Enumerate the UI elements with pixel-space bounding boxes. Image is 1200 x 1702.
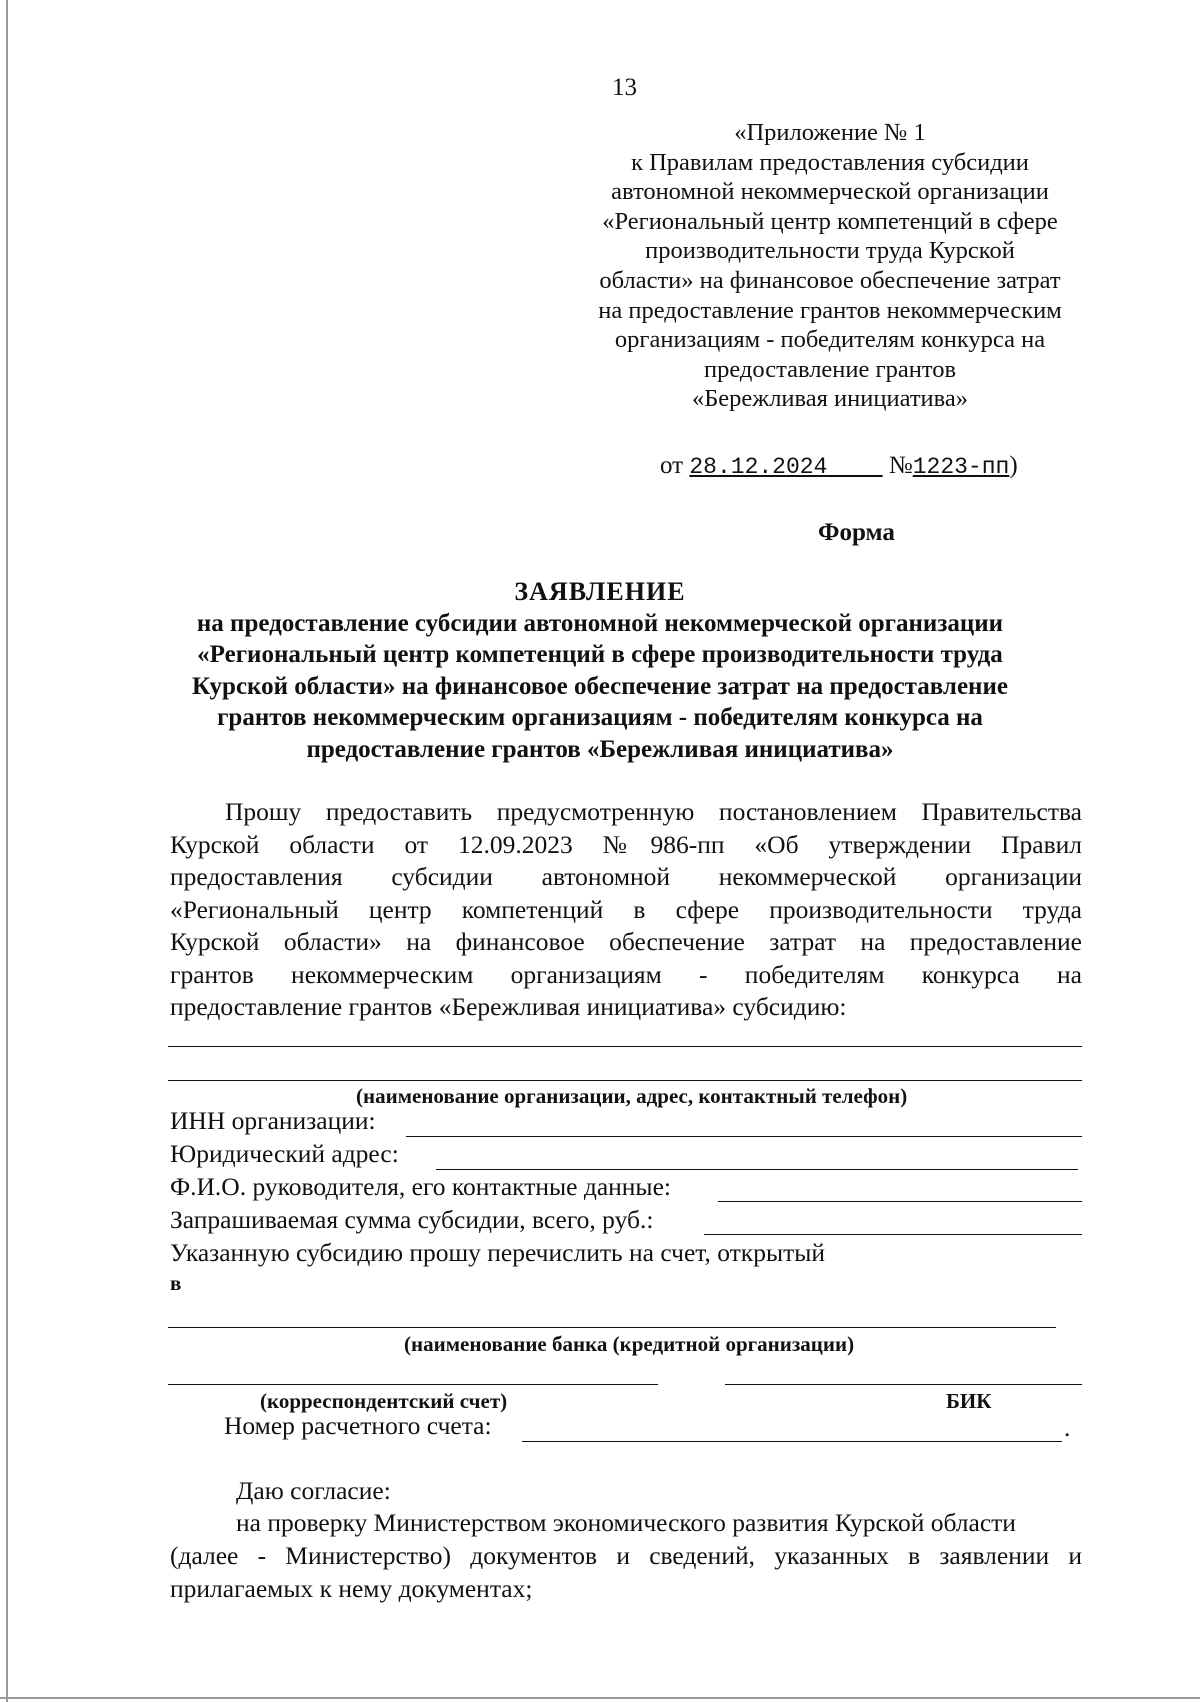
appendix-line: на предоставление грантов некоммерческим (598, 296, 1062, 324)
consent-heading: Даю согласие: (236, 1476, 391, 1505)
request-line: Прошу предоставить предусмотренную постановлением Правительства (225, 797, 1082, 826)
consent-line: прилагаемых к нему документах; (170, 1574, 533, 1603)
inn-field[interactable] (406, 1136, 1082, 1137)
inn-label: ИНН организации: (170, 1106, 376, 1135)
org-blank-line[interactable] (168, 1046, 1082, 1047)
account-field[interactable] (522, 1441, 1062, 1442)
title-line: Курской области» на финансовое обеспечение затрат на предоставление (192, 672, 1008, 700)
scan-edge-bottom (0, 1697, 1200, 1699)
bank-caption: (наименование банка (кредитной организации) (404, 1332, 855, 1356)
closing-paren: ) (1009, 452, 1018, 479)
date-underline-gap (827, 454, 882, 480)
account-label: Номер расчетного счета: (224, 1411, 492, 1440)
title-line: грантов некоммерческим организациям - победителям конкурса на (217, 704, 983, 731)
address-label: Юридический адрес: (170, 1139, 399, 1168)
request-line: предоставление грантов «Бережливая инициатива» субсидию: (170, 992, 847, 1021)
amount-field[interactable] (704, 1234, 1082, 1235)
resolution-date-number (660, 452, 1018, 480)
title-line: «Региональный центр компетенций в сфере производительности труда (197, 641, 1003, 668)
head-label: Ф.И.О. руководителя, его контактные данные: (170, 1172, 671, 1201)
title-heading: ЗАЯВЛЕНИЕ (514, 577, 686, 606)
amount-label: Запрашиваемая сумма субсидии, всего, руб.: (170, 1205, 654, 1234)
consent-line: (далее - Министерство) документов и сведений, указанных в заявлении и (170, 1541, 1082, 1570)
title-line: предоставление грантов «Бережливая инициатива» (306, 735, 894, 763)
resolution-number: 1223-пп (912, 454, 1010, 480)
org-caption: (наименование организации, адрес, контактный телефон) (356, 1084, 908, 1108)
transfer-label: Указанную субсидию прошу перечислить на счет, открытый (170, 1238, 826, 1267)
request-line: грантов некоммерческим организациям - победителям конкурса на (170, 959, 1082, 989)
appendix-header (580, 118, 1080, 414)
consent-line: на проверку Министерством экономического развития Курской области (236, 1508, 1016, 1537)
account-end: . (1064, 1413, 1071, 1442)
page-number: 13 (612, 74, 637, 101)
appendix-line: автономной некоммерческой организации (611, 178, 1049, 206)
appendix-line: области» на финансовое обеспечение затрат (599, 266, 1061, 294)
date-prefix: от (660, 452, 684, 479)
resolution-date: 28.12.2024 (689, 454, 828, 480)
request-line: Курской области» на финансовое обеспечение затрат на предоставление (170, 927, 1082, 956)
appendix-line: организациям - победителям конкурса на (614, 326, 1046, 354)
number-prefix: № (888, 452, 913, 479)
bank-field[interactable] (168, 1327, 1056, 1328)
title-line: на предоставление субсидии автономной некоммерческой организации (196, 609, 1004, 637)
bik-caption: БИК (946, 1389, 992, 1413)
document-title (120, 576, 1080, 765)
appendix-line: производительности труда Курской (645, 237, 1015, 265)
appendix-line: «Бережливая инициатива» (691, 385, 969, 413)
request-line: предоставления субсидии автономной некоммерческой организации (170, 862, 1082, 891)
address-field[interactable] (436, 1169, 1078, 1170)
org-blank-line[interactable] (168, 1080, 1082, 1081)
request-line: «Региональный центр компетенций в сфере производительности труда (170, 894, 1082, 924)
appendix-line: «Приложение № 1 (734, 119, 926, 146)
form-label: Форма (818, 519, 895, 546)
head-field[interactable] (718, 1201, 1082, 1202)
appendix-line: «Региональный центр компетенций в сфере (602, 207, 1058, 235)
transfer-in: в (170, 1271, 182, 1295)
request-paragraph (170, 796, 1082, 1024)
bik-field[interactable] (725, 1384, 1082, 1385)
corr-caption: (корреспондентский счет) (260, 1389, 508, 1413)
request-line: Курской области от 12.09.2023 №986-пп «Об утверждении Правил (170, 829, 1082, 859)
appendix-line: к Правилам предоставления субсидии (631, 148, 1029, 176)
appendix-line: предоставление грантов (703, 355, 957, 383)
scan-edge-left (6, 0, 8, 1702)
corr-account-field[interactable] (168, 1384, 658, 1385)
